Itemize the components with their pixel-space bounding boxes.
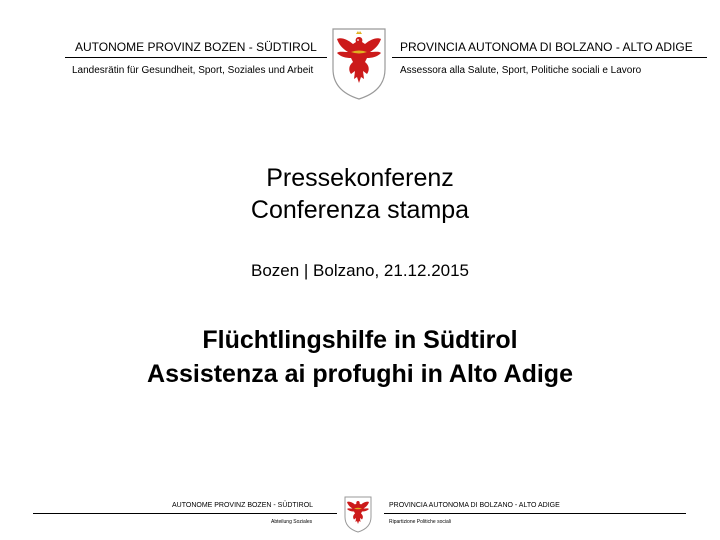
header-dept-italian: Assessora alla Salute, Sport, Politiche sociali e Lavoro xyxy=(400,65,642,76)
footer-dept-german: Abteilung Soziales xyxy=(271,519,313,525)
title-german: Pressekonferenz xyxy=(266,164,454,192)
header-divider-left xyxy=(65,57,327,58)
header-org-german: AUTONOME PROVINZ BOZEN - SÜDTIROL xyxy=(75,40,317,54)
footer-org-german: AUTONOME PROVINZ BOZEN - SÜDTIROL xyxy=(172,502,314,509)
subject-german: Flüchtlingshilfe in Südtirol xyxy=(202,326,518,354)
header-org-italian: PROVINCIA AUTONOMA DI BOLZANO - ALTO ADIGE xyxy=(400,40,693,54)
footer-divider-left xyxy=(33,513,337,514)
footer-org-italian: PROVINCIA AUTONOMA DI BOLZANO - ALTO ADIGE xyxy=(389,502,560,509)
footer-dept-italian: Ripartizione Politiche sociali xyxy=(389,519,451,525)
footer-divider-right xyxy=(384,513,686,514)
date-location: Bozen | Bolzano, 21.12.2015 xyxy=(250,261,470,280)
coat-of-arms-icon xyxy=(329,25,389,101)
header-dept-german: Landesrätin für Gesundheit, Sport, Soziales und Arbeit xyxy=(72,65,314,76)
title-italian: Conferenza stampa xyxy=(250,196,470,224)
header-divider-right xyxy=(392,57,707,58)
subject-italian: Assistenza ai profughi in Alto Adige xyxy=(147,360,573,388)
footer-coat-of-arms-icon xyxy=(343,495,373,533)
